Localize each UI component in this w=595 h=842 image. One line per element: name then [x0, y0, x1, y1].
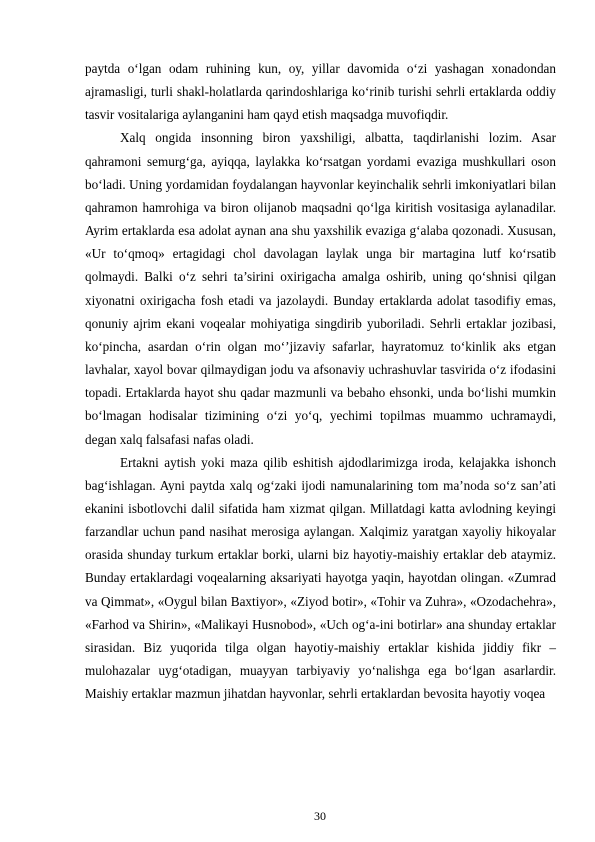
- paragraph: Xalq ongida insonning biron yaxshiligi, albatta, taqdirlanishi lozim. Asar qahramoni semurg‘ga, ayiqqa, laylakka ko‘rsatgan yordami evaziga mushkullari oson bo‘ladi. Uning yordamidan foydalangan hayvonlar keyinchalik sehrli imkoniyatlari bilan qahramon hamrohiga va biron olijanob maqsadni qo‘lga kiritish vositasiga aylanadilar. Ayrim ertaklarda esa adolat aynan ana shu yaxshilik evaziga g‘alaba qozonadi. Xususan, «Ur to‘qmoq» ertagidagi chol davolagan laylak unga bir martagina lutf ko‘rsatib qolmaydi. Balki o‘z sehri ta’sirini oxirigacha amalga oshirib, uning qo‘shnisi qilgan xiyonatni oxirigacha fosh etadi va jazolaydi. Bunday ertaklarda adolat tasodifiy emas, qonuniy ajrim ekani voqealar mohiyatiga singdirib yuboriladi. Sehrli ertaklar jozibasi, ko‘pincha, asardan o‘rin olgan mo‘’jizaviy safarlar, hayratomuz to‘kinlik aks etgan lavhalar, xayol bovar qilmaydigan jodu va afsonaviy uchrashuvlar tasvirida o‘z ifodasini topadi. Ertaklarda hayot shu qadar mazmunli va bebaho ehsonki, unda bo‘lishi mumkin bo‘lmagan hodisalar tizimining o‘zi yo‘q, yechimi topilmas muammo uchramaydi, degan xalq falsafasi nafas oladi.: [85, 130, 556, 447]
- body-text: [85, 57, 556, 705]
- paragraph-continuation: paytda o‘lgan odam ruhining kun, oy, yillar davomida o‘zi yashagan xonadondan ajramasligi, turli shakl-holatlarda qarindoshlariga ko‘rinib turishi sehrli ertaklarda oddiy tasvir vositalariga aylanganini ham qayd etish maqsadga muvofiqdir.: [85, 61, 556, 123]
- paragraph: Ertakni aytish yoki maza qilib eshitish ajdodlarimizga iroda, kelajakka ishonch bag‘ishlagan. Ayni paytda xalq og‘zaki ijodi namunalarining tom ma’noda so‘z san’ati ekanini isbotlovchi dalil sifatida ham xizmat qilgan. Millatdagi katta avlodning keyingi farzandlar uchun pand nasihat merosiga aylangan. Xalqimiz yaratgan xayoliy hikoyalar orasida shunday turkum ertaklar borki, ularni biz hayotiy-maishiy ertaklar deb ataymiz. Bunday ertaklardagi voqealarning aksariyati hayotga yaqin, hayotdan olingan. «Zumrad va Qimmat», «Oygul bilan Baxtiyor», «Ziyod botir», «Tohir va Zuhra», «Ozodachehra», «Farhod va Shirin», «Malikayi Husnobod», «Uch og‘a-ini botirlar» ana shunday ertaklar sirasidan. Biz yuqorida tilga olgan hayotiy-maishiy ertaklar kishida jiddiy fikr – mulohazalar uyg‘otadigan, muayyan tarbiyaviy yo‘nalishga ega bo‘lgan asarlardir. Maishiy ertaklar mazmun jihatdan hayvonlar, sehrli ertaklardan bevosita hayotiy voqea: [85, 454, 556, 702]
- page-number: 30: [314, 809, 326, 823]
